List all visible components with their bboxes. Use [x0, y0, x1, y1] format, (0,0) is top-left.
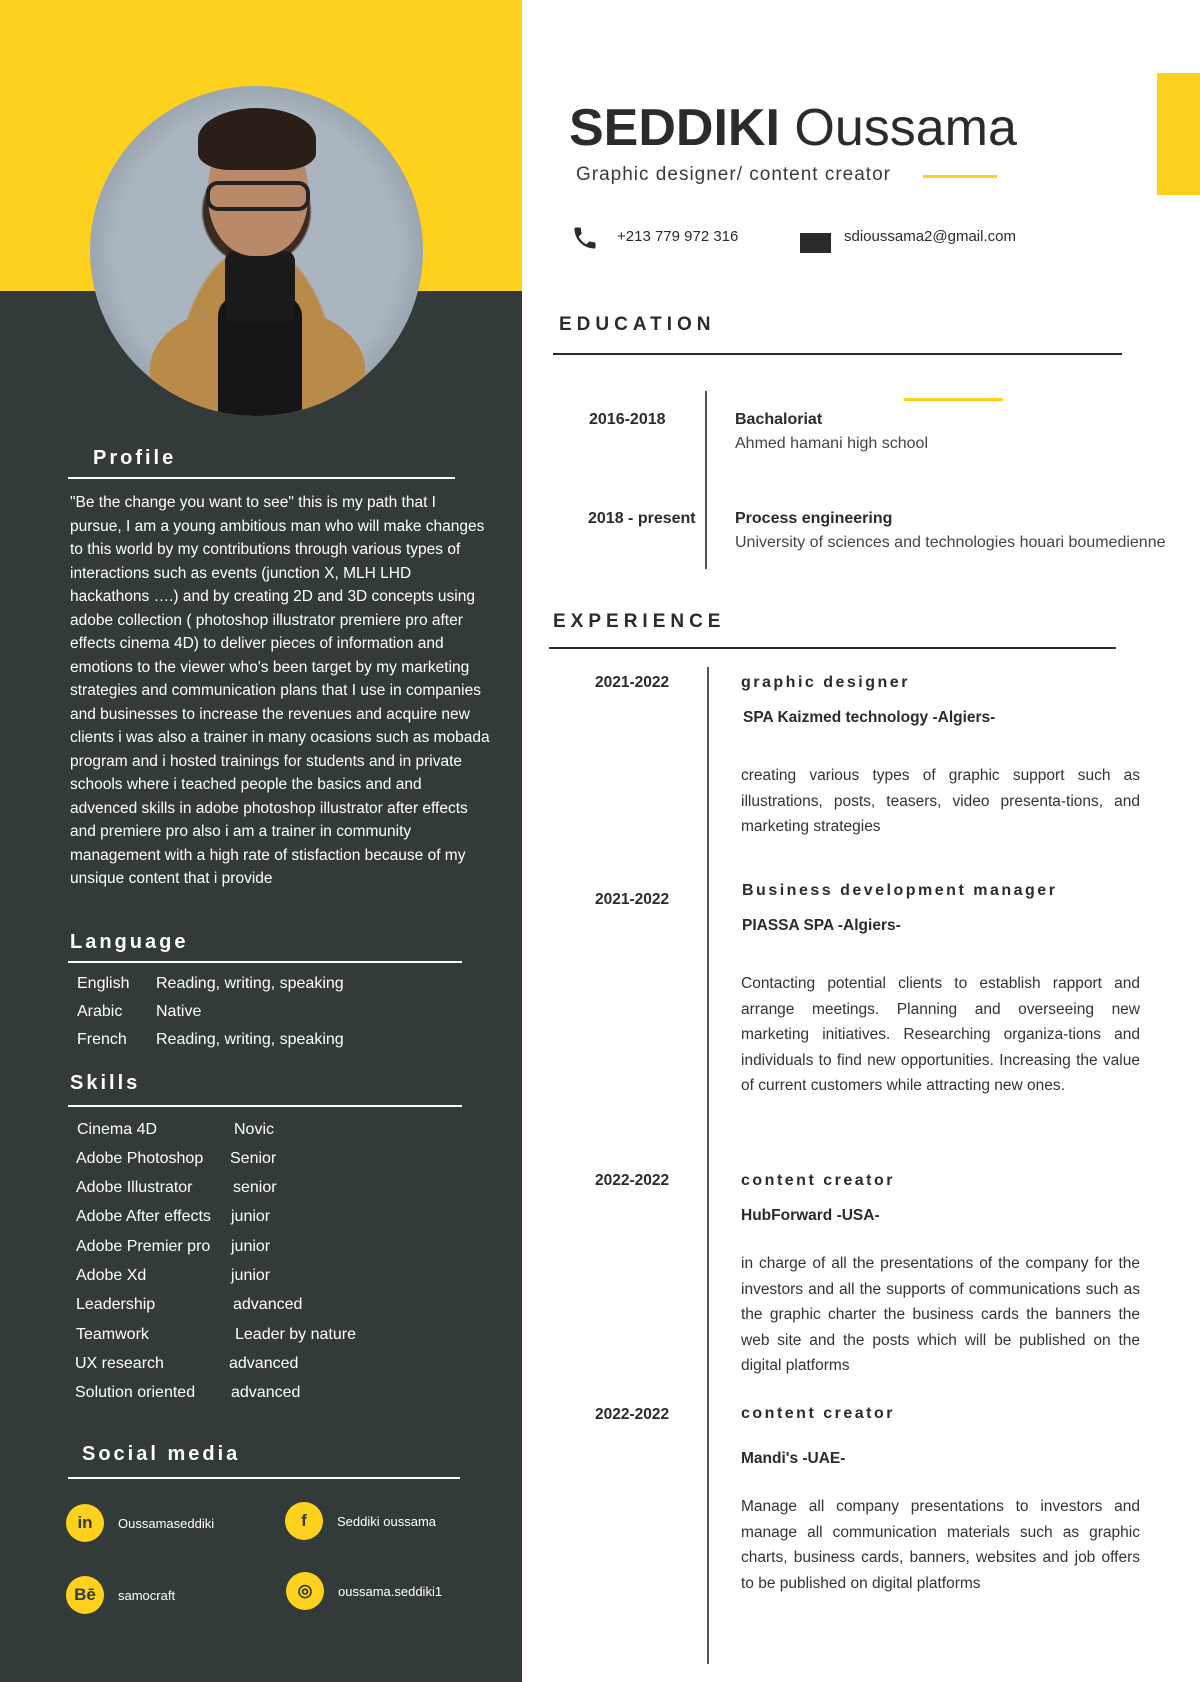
experience-role: graphic designer [741, 674, 910, 691]
experience-date: 2022-2022 [595, 1172, 670, 1189]
social-linkedin[interactable] [66, 1504, 214, 1542]
experience-role: content creator [741, 1405, 895, 1422]
experience-role: Business development manager [742, 882, 1058, 899]
social-label: Oussamaseddiki [118, 1515, 215, 1531]
experience-heading: EXPERIENCE [553, 611, 726, 632]
experience-company: HubForward -USA- [741, 1207, 880, 1224]
education-timeline [705, 391, 707, 569]
education-degree: Process engineering [735, 510, 893, 527]
social-label: oussama.seddiki1 [338, 1583, 443, 1599]
profile-divider [68, 477, 455, 479]
phone-icon [571, 224, 599, 252]
education-divider [553, 353, 1122, 355]
experience-date: 2021-2022 [595, 674, 670, 691]
profile-text: "Be the change you want to see" this is my path that I pursue, I am a young ambitious man who will make changes to this world by my contributions through various types of interactions such as events (junction X, MLH LHD hackathons ….) and by creating 2D and 3D concepts using adobe collection ( photoshop illustrator premiere pro after effects cinema 4D) to deliver pieces of information and emotions to the viewer who's been target by my marketing strategies and communication plans that I use in companies and businesses to increase the revenues and acquire new clients i was also a trainer in many ocasions such as mobada program and i hosted trainings for students and in private schools where i teached people the basics and and advenced skills in adobe photoshop illustrator after effects and premiere pro also i am a trainer in community management with a high rate of stisfaction because of my unsique content that i provide [70, 494, 490, 887]
education-school: University of sciences and technologies houari boumedienne [735, 534, 1166, 551]
experience-description: Manage all company presentations to investors and manage all communication materials such as graphic charts, business cards, banners, websites and job offers to be published on digital platforms [741, 1498, 1140, 1592]
language-heading: Language [70, 931, 189, 953]
profile-photo [90, 86, 423, 416]
skills-divider [68, 1105, 462, 1107]
experience-company: Mandi's -UAE- [741, 1450, 846, 1467]
facebook-icon: f [285, 1502, 323, 1540]
social-heading: Social media [82, 1443, 241, 1465]
experience-timeline [707, 667, 709, 1664]
profile-heading: Profile [93, 447, 177, 469]
education-date: 2018 - present [588, 510, 696, 527]
full-name: SEDDIKI Oussama [569, 99, 1017, 157]
instagram-icon: ◎ [286, 1572, 324, 1610]
experience-description: Contacting potential clients to establish rapport and arrange meetings. Planning and overseeing new marketing initiatives. Researching organiza-tions and individuals to find new opportunities. Increasing the value of current customers while attracting new ones. [741, 975, 1140, 1094]
mail-icon [800, 233, 831, 253]
social-label: samocraft [118, 1587, 176, 1603]
linkedin-icon: in [66, 1504, 104, 1542]
title-underline [923, 175, 997, 178]
social-label: Seddiki oussama [337, 1513, 436, 1529]
job-title: Graphic designer/ content creator [576, 164, 891, 185]
education-heading: EDUCATION [559, 314, 716, 335]
behance-icon: Bē [66, 1576, 104, 1614]
experience-description: in charge of all the presentations of the company for the investors and all the supports of communications such as the graphic charter the business cards the banners the web site and the posts which will be published on the digital platforms [741, 1255, 1140, 1374]
experience-company: SPA Kaizmed technology -Algiers- [743, 709, 996, 726]
experience-role: content creator [741, 1172, 895, 1189]
social-instagram[interactable] [286, 1572, 442, 1610]
education-degree: Bachaloriat [735, 411, 823, 428]
experience-company: PIASSA SPA -Algiers- [742, 917, 901, 934]
education-school: Ahmed hamani high school [735, 435, 929, 452]
experience-date: 2021-2022 [595, 891, 670, 908]
social-facebook[interactable] [285, 1502, 436, 1540]
education-accent-line [904, 398, 1003, 401]
experience-date: 2022-2022 [595, 1406, 670, 1423]
experience-divider [549, 647, 1116, 649]
email-address[interactable]: sdioussama2@gmail.com [844, 228, 1016, 245]
phone-number: +213 779 972 316 [617, 228, 739, 245]
language-divider [68, 961, 462, 963]
education-date: 2016-2018 [589, 411, 666, 428]
experience-description: creating various types of graphic support such as illustrations, posts, teasers, video presenta-tions, and marketing strategies [741, 767, 1140, 835]
skills-heading: Skills [70, 1072, 141, 1094]
accent-bar [1157, 73, 1200, 195]
social-behance[interactable] [66, 1576, 175, 1614]
social-divider [68, 1477, 460, 1479]
